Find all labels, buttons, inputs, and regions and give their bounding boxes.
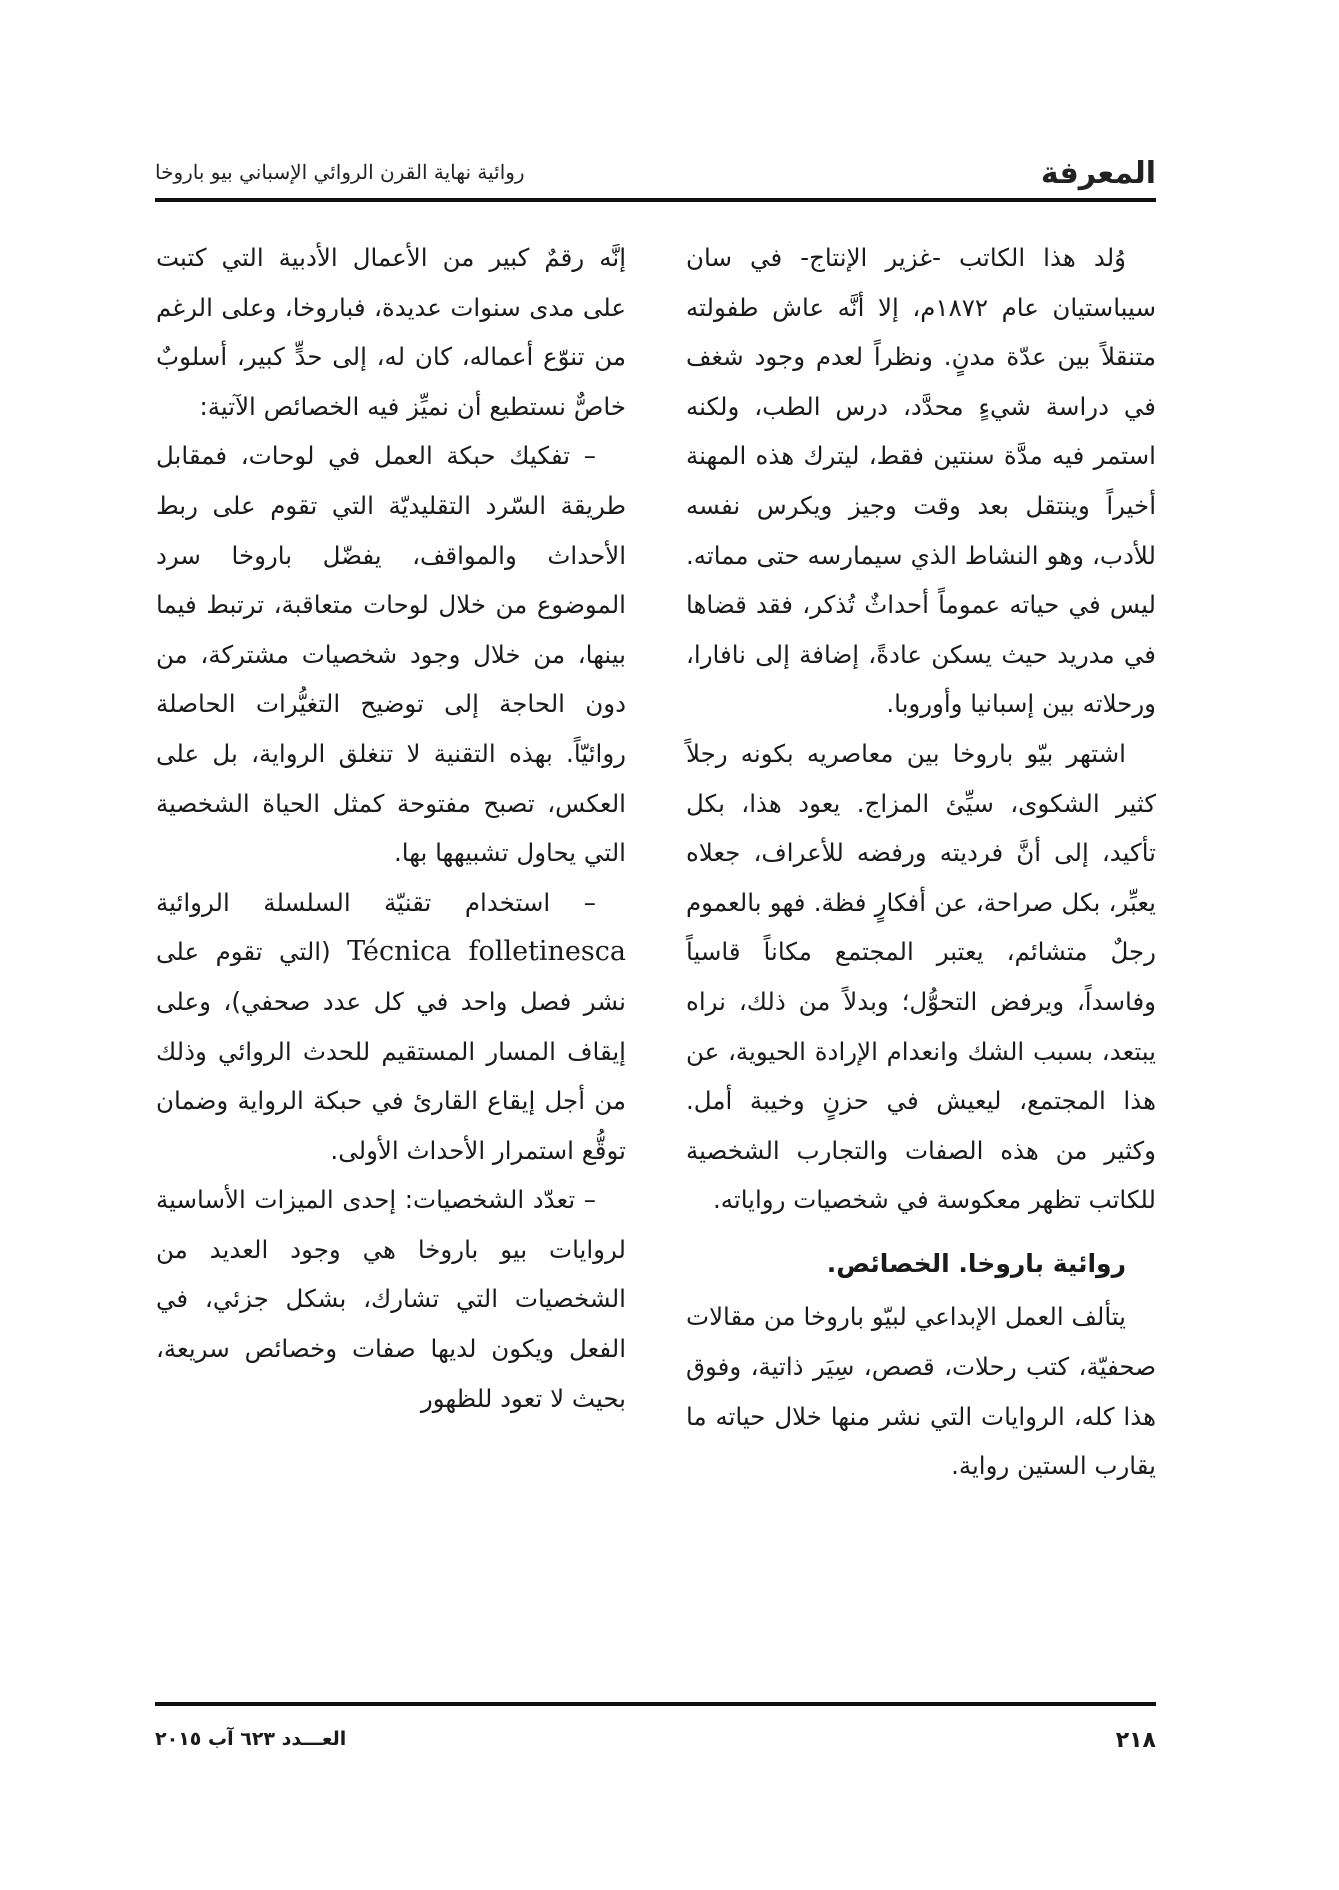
paragraph-text: (التي تقوم على نشر فصل واحد في كل عدد صحفي)، وعلى إيقاف المسار المستقيم للحدث الروائي وذلك من أجل إيقاع القارئ في حبكة الرواية وضمان توقُّع استمرار الأحداث الأولى. — [156, 937, 626, 1165]
spanish-term: Técnica folletinesca — [347, 936, 626, 968]
paragraph: يتألف العمل الإبداعي لبيّو باروخا من مقالات صحفيّة، كتب رحلات، قصص، سِيَر ذاتية، وفوق هذا كله، الروايات التي نشر منها خلال حياته ما يقارب الستين رواية. — [686, 1302, 1156, 1481]
paragraph: – تعدّد الشخصيات: إحدى الميزات الأساسية لروايات بيو باروخا هي وجود العديد من الشخصيات التي تشارك، بشكل جزئي، في الفعل ويكون لديها صفات وخصائص سريعة، بحيث لا تعود للظهور — [156, 1185, 626, 1413]
footer-rule — [155, 1702, 1156, 1706]
paragraph — [156, 878, 626, 1176]
paragraph-text: – استخدام تقنيّة السلسلة الروائية — [156, 887, 596, 917]
running-title: روائية نهاية القرن الروائي الإسباني بيو باروخا — [155, 160, 525, 184]
magazine-logo: المعرفة — [1040, 156, 1156, 191]
paragraph: – تفكيك حبكة العمل في لوحات، فمقابل طريقة السّرد التقليديّة التي تقوم على ربط الأحداث والمواقف، يفضّل باروخا سرد الموضوع من خلال لوحات متعاقبة، ترتبط فيما بينها، من خلال وجود شخصيات مشتركة، من دون الحاجة إلى توضيح التغيُّرات الحاصلة روائيّاً. بهذه التقنية لا تنغلق الرواية، بل على العكس، تصبح مفتوحة كمثل الحياة الشخصية التي يحاول تشبيهها بها. — [156, 441, 626, 868]
page-number: ٢١٨ — [1115, 1728, 1156, 1753]
header-rule — [155, 198, 1156, 202]
section-heading: روائية باروخا. الخصائص. — [826, 1248, 1126, 1278]
right-column — [686, 233, 1156, 1491]
paragraph: إنَّه رقمٌ كبير من الأعمال الأدبية التي كتبت على مدى سنوات عديدة، فباروخا، وعلى الرغم من تنوّع أعماله، كان له، إلى حدٍّ كبير، أسلوبٌ خاصٌّ نستطيع أن نميِّز فيه الخصائص الآتية: — [156, 243, 626, 421]
paragraph: اشتهر بيّو باروخا بين معاصريه بكونه رجلاً كثير الشكوى، سيِّئ المزاج. يعود هذا، بكل تأكيد، إلى أنَّ فرديته ورفضه للأعراف، جعلاه يعبِّر، بكل صراحة، عن أفكارٍ فظة. فهو بالعموم رجلٌ متشائم، يعتبر المجتمع مكاناً قاسياً وفاسداً، ويرفض التحوُّل؛ وبدلاً من ذلك، نراه يبتعد، بسبب الشك وانعدام الإرادة الحيوية، عن هذا المجتمع، ليعيش في حزنٍ وخيبة أمل. وكثير من هذه الصفات والتجارب الشخصية للكاتب تظهر معكوسة في شخصيات رواياته. — [686, 738, 1156, 1215]
left-column — [156, 233, 626, 1423]
issue-info: العـــدد ٦٢٣ آب ٢٠١٥ — [155, 1728, 347, 1750]
page-header — [155, 150, 1156, 198]
paragraph: وُلد هذا الكاتب -غزير الإنتاج- في سان سيباستيان عام ١٨٧٢م، إلا أنَّه عاش طفولته متنقلاً بين عدّة مدنٍ. ونظراً لعدم وجود شغف في دراسة شيءٍ محدَّد، درس الطب، ولكنه استمر فيه مدَّة سنتين فقط، ليترك هذه المهنة أخيراً وينتقل بعد وقت وجيز ويكرس نفسه للأدب، وهو النشاط الذي سيمارسه حتى مماته. ليس في حياته عموماً أحداثٌ تُذكر، فقد قضاها في مدريد حيث يسكن عادةً، إضافة إلى نافارا، ورحلاته بين إسبانيا وأوروبا. — [686, 243, 1156, 719]
